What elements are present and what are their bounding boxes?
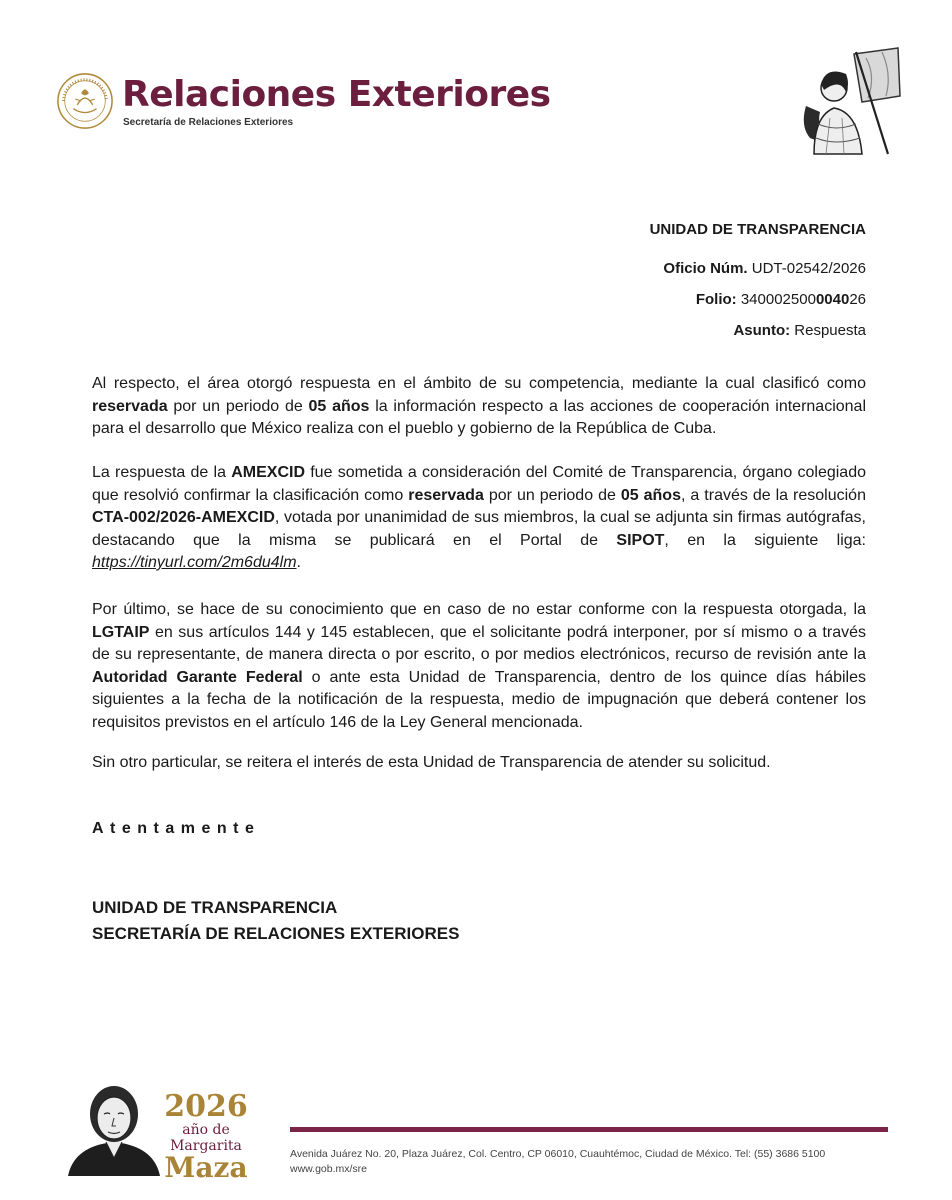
coat-of-arms-seal-icon — [56, 72, 114, 130]
asunto-value: Respuesta — [794, 322, 866, 339]
footer-address: Avenida Juárez No. 20, Plaza Juárez, Col. Centro, CP 06010, Cuauhtémoc, Ciudad de México. Tel: (55) 3686 5100 — [290, 1148, 826, 1160]
folio-label: Folio: — [695, 291, 737, 308]
signature-line-1: UNIDAD DE TRANSPARENCIA — [92, 898, 338, 917]
sipot-link[interactable]: https://tinyurl.com/2m6du4lm — [92, 554, 297, 571]
paragraph-1: Al respecto, el área otorgó respuesta en el ámbito de su competencia, mediante la cual clasificó como reservada por un periodo de 05 años la información respecto a las acciones de cooperación internacional para el desarrollo que México realiza con el pueblo y gobierno de la República de Cuba. — [92, 375, 866, 437]
unit-heading: UNIDAD DE TRANSPARENCIA — [649, 221, 866, 238]
paragraph-3: Por último, se hace de su conocimiento que en caso de no estar conforme con la respuesta otorgada, la LGTAIP en sus artículos 144 y 145 establecen, que el solicitante podrá interponer, por sí mismo o a través de su representante, de manera directa o por escrito, o por medios electrónicos, recurso de revisión ante la Autoridad Garante Federal o ante esta Unidad de Transparencia, dentro de los quince días hábiles siguientes a la fecha de la notificación de la respuesta, medio de impugnación que deberá contener los requisitos previstos en el artículo 146 de la Ley General mencionada. — [92, 601, 866, 731]
year-text-3: Maza — [164, 1151, 248, 1184]
woman-with-flag-illustration-icon — [796, 46, 906, 156]
year-text-2: Margarita — [170, 1138, 242, 1154]
folio-line — [696, 291, 866, 308]
asunto-line — [733, 322, 866, 339]
margarita-maza-portrait-icon — [64, 1080, 164, 1176]
brand-title: Relaciones Exteriores — [122, 74, 551, 115]
paragraph-4: Sin otro particular, se reitera el interés de esta Unidad de Transparencia de atender su solicitud. — [92, 754, 771, 771]
signature-line-2: SECRETARÍA DE RELACIONES EXTERIORES — [92, 924, 460, 943]
oficio-value: UDT-02542/2026 — [751, 260, 866, 277]
year-text-1: año de — [182, 1122, 230, 1138]
footer-divider — [290, 1127, 888, 1132]
year-number: 2026 — [164, 1089, 248, 1124]
oficio-label: Oficio Núm. — [663, 260, 748, 277]
closing-atentamente: Atentamente — [92, 820, 261, 837]
brand-subtitle: Secretaría de Relaciones Exteriores — [123, 117, 294, 128]
footer-website: www.gob.mx/sre — [290, 1163, 368, 1175]
year-of-margarita-maza-badge — [164, 1089, 248, 1184]
paragraph-2: La respuesta de la AMEXCID fue sometida a consideración del Comité de Transparencia, órgano colegiado que resolvió confirmar la clasificación como reservada por un periodo de 05 años, a través de la resolución CTA-002/2026-AMEXCID, votada por unanimidad de sus miembros, la cual se adjunta sin firmas autógrafas, destacando que la misma se publicará en el Portal de SIPOT, en la siguiente liga: https://tinyurl.com/2m6du4lm. — [92, 464, 867, 571]
folio-value: 340002500004026 — [740, 291, 866, 308]
asunto-label: Asunto: — [733, 322, 791, 339]
oficio-line — [663, 260, 866, 277]
